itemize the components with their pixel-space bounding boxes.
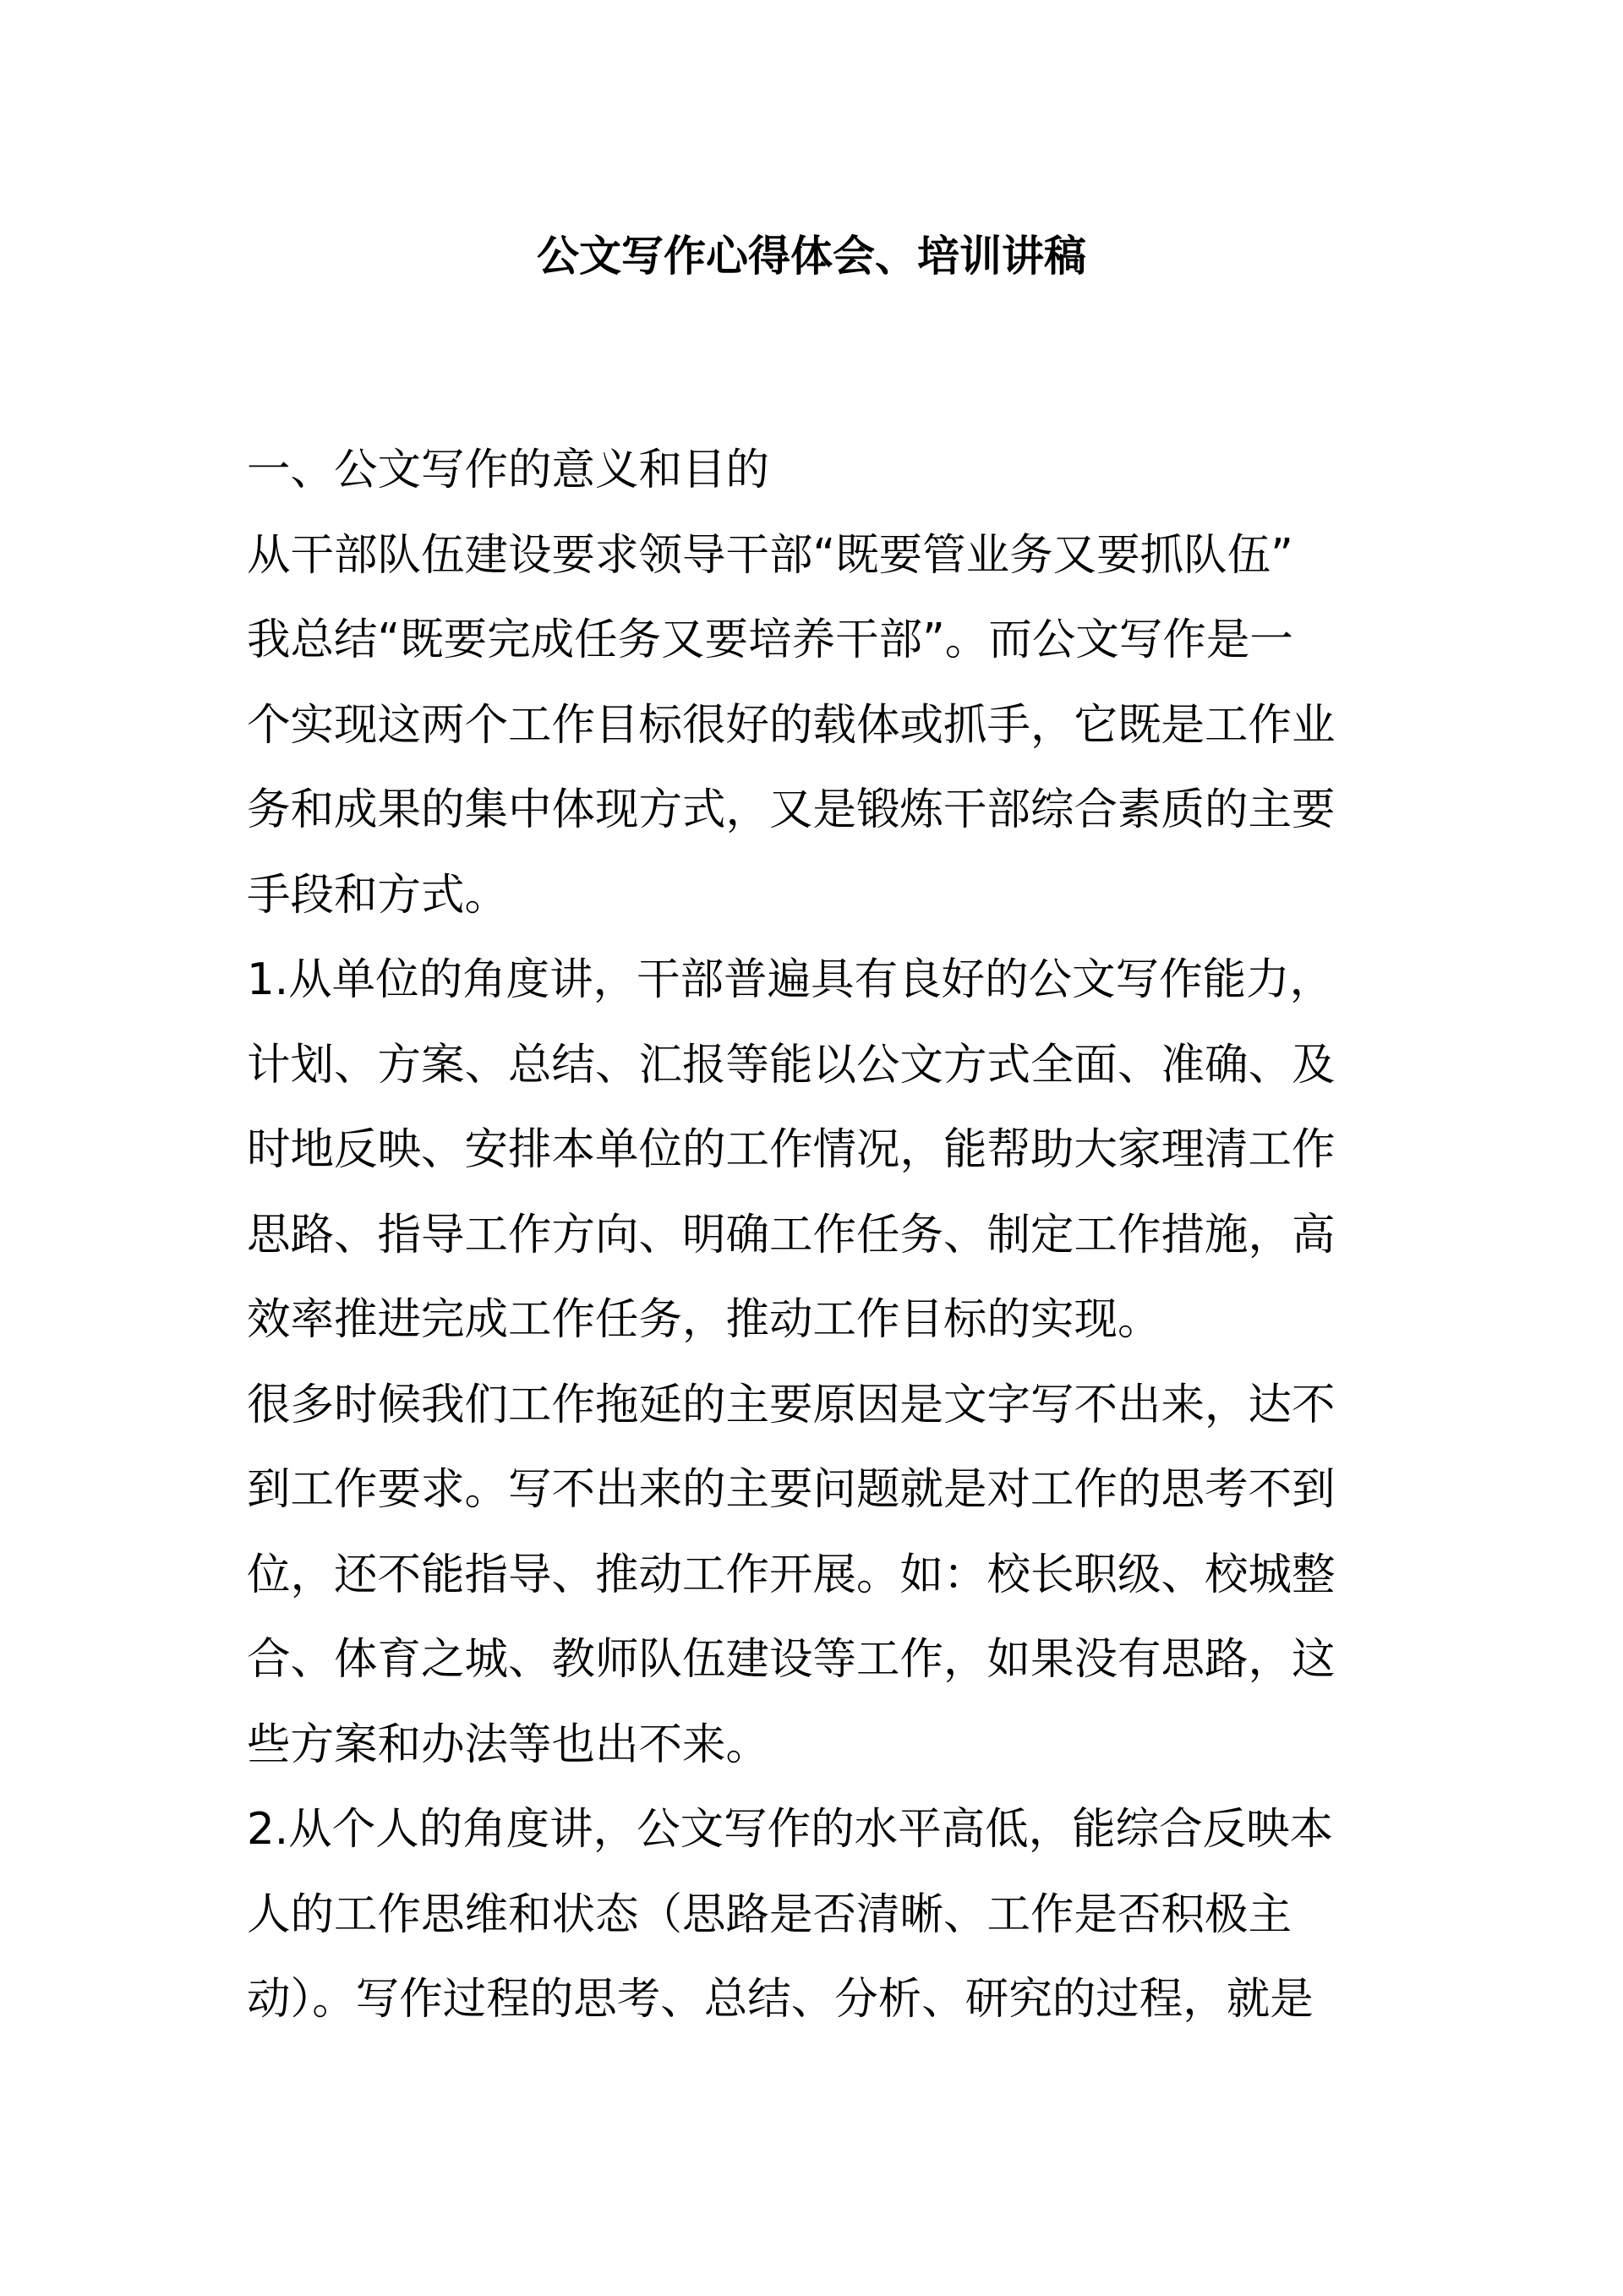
paragraph-line: 从干部队伍建设要求领导干部“既要管业务又要抓队伍” <box>247 529 1293 581</box>
paragraph-line: 效率推进完成工作任务，推动工作目标的实现。 <box>247 1294 1161 1345</box>
paragraph-line: 人的工作思维和状态（思路是否清晰、工作是否积极主 <box>247 1889 1292 1940</box>
paragraph-line: 位，还不能指导、推动工作开展。如：校长职级、校城整 <box>247 1549 1336 1600</box>
section-heading: 一、公文写作的意义和目的 <box>247 445 770 495</box>
paragraph-line: 计划、方案、总结、汇报等能以公文方式全面、准确、及 <box>247 1039 1336 1091</box>
paragraph-line: 我总结“既要完成任务又要培养干部”。而公文写作是一 <box>247 615 1293 665</box>
document-title: 公文写作心得体会、培训讲稿 <box>537 232 1086 281</box>
paragraph-line: 个实现这两个工作目标很好的载体或抓手，它既是工作业 <box>247 699 1336 751</box>
document-body <box>247 428 1396 2042</box>
paragraph-line: 时地反映、安排本单位的工作情况，能帮助大家理清工作 <box>247 1124 1336 1175</box>
paragraph-line: 务和成果的集中体现方式，又是锻炼干部综合素质的主要 <box>247 784 1336 835</box>
paragraph-line: 些方案和办法等也出不来。 <box>247 1719 770 1770</box>
paragraph-line: 1.从单位的角度讲，干部普遍具有良好的公文写作能力， <box>247 954 1334 1005</box>
paragraph-line: 很多时候我们工作拖延的主要原因是文字写不出来，达不 <box>247 1379 1336 1430</box>
paragraph-line: 手段和方式。 <box>247 869 509 921</box>
paragraph-line: 动）。写作过程的思考、总结、分析、研究的过程，就是 <box>247 1974 1314 2025</box>
paragraph-line: 到工作要求。写不出来的主要问题就是对工作的思考不到 <box>247 1464 1336 1515</box>
paragraph-line: 2.从个人的角度讲，公文写作的水平高低，能综合反映本 <box>247 1804 1334 1855</box>
paragraph-line: 思路、指导工作方向、明确工作任务、制定工作措施，高 <box>247 1209 1336 1260</box>
paragraph-line: 合、体育之城、教师队伍建设等工作，如果没有思路，这 <box>247 1634 1336 1685</box>
